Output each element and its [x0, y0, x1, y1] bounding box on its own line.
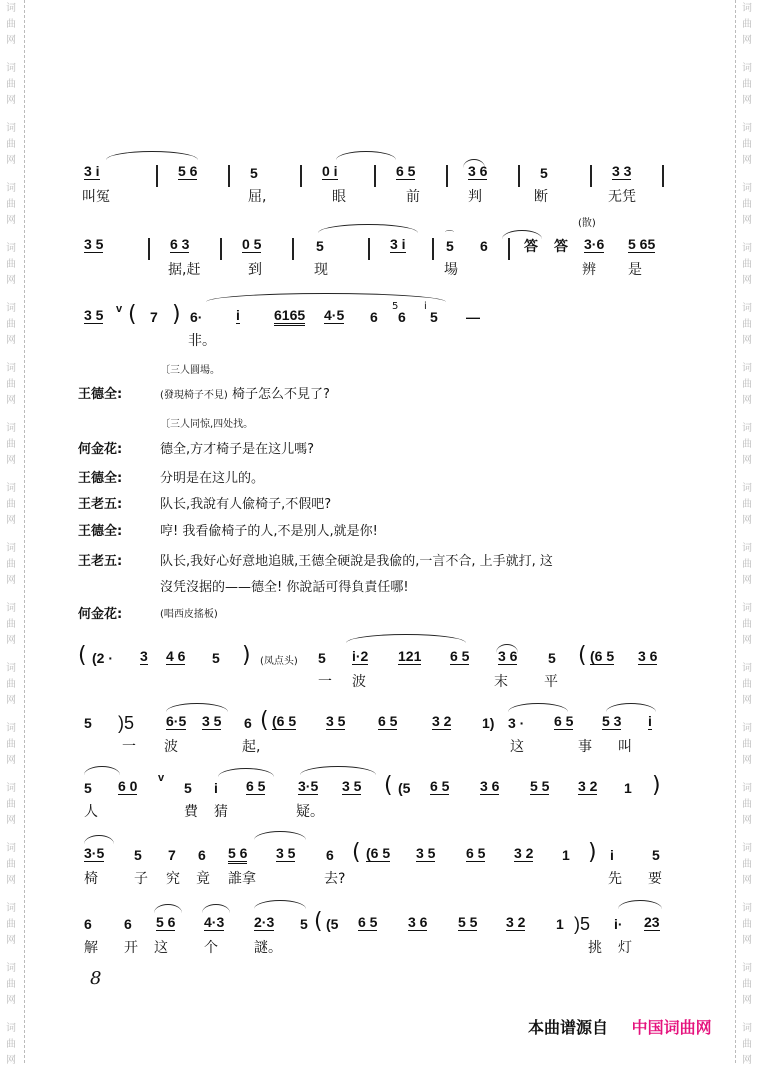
- note: 3·6: [584, 236, 605, 252]
- note: 6: [398, 309, 406, 325]
- watermark-char: 曲: [742, 979, 752, 990]
- note: 3 3: [612, 163, 632, 179]
- score2-row-1: ( (2 · 3 4 6 5 ) (凤点头) 5 i·2 121 6 5 3 6 5 ( (6 5 3 6 一 波 末 平: [78, 648, 678, 708]
- watermark-char: 曲: [6, 139, 16, 150]
- watermark-char: 网: [742, 35, 752, 46]
- watermark-char: 曲: [742, 919, 752, 930]
- watermark-char: 网: [6, 35, 16, 46]
- watermark-char: 网: [6, 455, 16, 466]
- watermark-char: 词: [6, 843, 16, 854]
- watermark-char: 网: [742, 755, 752, 766]
- note: 6 5: [396, 163, 416, 179]
- speaker: 王老五:: [78, 554, 123, 569]
- score2-row-2: 5 )5 6·5 3 5 6 ( (6 5 3 5 6 5 3 2 1) 3 · 6 5 5 3 i 一 波 起, 这 事 叫: [78, 713, 678, 773]
- watermark-char: 网: [742, 635, 752, 646]
- watermark-char: 词: [6, 243, 16, 254]
- watermark-char: 曲: [742, 859, 752, 870]
- note: 3 6: [468, 163, 488, 179]
- watermark-char: 曲: [6, 319, 16, 330]
- watermark-char: 网: [6, 635, 16, 646]
- watermark-char: 网: [742, 815, 752, 826]
- watermark-char: 网: [6, 515, 16, 526]
- watermark-char: 曲: [742, 739, 752, 750]
- watermark-char: 曲: [6, 379, 16, 390]
- right-watermark-strip: [735, 0, 760, 1066]
- speaker: 何金花:: [78, 442, 123, 457]
- watermark-char: 曲: [6, 1039, 16, 1050]
- watermark-char: 词: [6, 483, 16, 494]
- watermark-char: 曲: [6, 79, 16, 90]
- watermark-char: 词: [6, 963, 16, 974]
- watermark-char: 网: [742, 515, 752, 526]
- watermark-char: 网: [742, 575, 752, 586]
- watermark-char: 曲: [6, 499, 16, 510]
- watermark-char: 网: [6, 875, 16, 886]
- note: 0 5: [242, 236, 262, 252]
- watermark-char: 曲: [742, 439, 752, 450]
- lyric: 前: [406, 189, 420, 205]
- note: 5: [250, 165, 258, 181]
- watermark-char: 网: [742, 995, 752, 1006]
- watermark-char: 曲: [742, 79, 752, 90]
- watermark-char: 词: [742, 423, 752, 434]
- watermark-char: 曲: [742, 799, 752, 810]
- watermark-char: 网: [6, 755, 16, 766]
- watermark-char: 词: [742, 3, 752, 14]
- watermark-char: 网: [6, 995, 16, 1006]
- lyric: 现: [314, 262, 328, 278]
- page-number: 8: [90, 968, 102, 989]
- watermark-char: 网: [742, 155, 752, 166]
- watermark-char: 曲: [742, 559, 752, 570]
- watermark-char: 词: [742, 963, 752, 974]
- watermark-char: 曲: [6, 199, 16, 210]
- note: 3 5: [84, 307, 104, 323]
- watermark-char: 网: [742, 1055, 752, 1066]
- watermark-char: 网: [742, 395, 752, 406]
- watermark-char: 词: [6, 723, 16, 734]
- lyric: 場: [444, 262, 458, 278]
- watermark-char: 网: [742, 455, 752, 466]
- watermark-char: 网: [6, 395, 16, 406]
- watermark-char: 词: [742, 483, 752, 494]
- watermark-char: 曲: [6, 919, 16, 930]
- watermark-char: 曲: [6, 559, 16, 570]
- watermark-char: 网: [742, 695, 752, 706]
- note: 6: [480, 238, 488, 254]
- watermark-char: 词: [6, 303, 16, 314]
- note: 3 i: [84, 163, 100, 179]
- watermark-char: 词: [742, 543, 752, 554]
- lyric: 判: [468, 189, 482, 205]
- breath-mark: v: [116, 303, 123, 315]
- lyric: 辨: [582, 262, 596, 278]
- watermark-char: 网: [742, 215, 752, 226]
- watermark-char: 网: [6, 695, 16, 706]
- watermark-char: 网: [6, 275, 16, 286]
- watermark-char: 词: [6, 603, 16, 614]
- lyric: 据,赶: [168, 262, 201, 278]
- watermark-char: 词: [742, 1023, 752, 1034]
- watermark-char: 网: [742, 875, 752, 886]
- note: 7: [150, 309, 158, 325]
- note: 3 i: [390, 236, 406, 252]
- watermark-char: 词: [742, 303, 752, 314]
- watermark-char: 曲: [742, 319, 752, 330]
- score2-row-3: 5 6 0 v 5 i 6 5 3·5 3 5 ( (5 6 5 3 6 5 5 3 2 1 ) 人 費 猜 疑。: [78, 778, 678, 838]
- watermark-char: 曲: [6, 859, 16, 870]
- watermark-char: 网: [742, 335, 752, 346]
- tempo-annotation: (散): [578, 218, 596, 229]
- note: —: [466, 309, 480, 325]
- watermark-char: 词: [6, 363, 16, 374]
- watermark-char: 词: [6, 543, 16, 554]
- note: 6·: [190, 309, 203, 325]
- watermark-char: 词: [6, 183, 16, 194]
- note: 6 3: [170, 236, 190, 252]
- watermark-char: 曲: [742, 199, 752, 210]
- lyric: 眼: [332, 189, 346, 205]
- watermark-char: 网: [742, 935, 752, 946]
- watermark-char: 曲: [6, 679, 16, 690]
- note: 3 5: [84, 236, 104, 252]
- watermark-char: 曲: [742, 19, 752, 30]
- note: 5: [540, 165, 548, 181]
- score-row-2: (散) 3 5 6 3 0 5 5 3 i ⌒ 5 6 答 答 3·6 5 65 据,赶 到 现 場 辨 是: [78, 236, 678, 296]
- watermark-char: 曲: [6, 739, 16, 750]
- note: 5: [446, 238, 454, 254]
- watermark-char: 词: [742, 903, 752, 914]
- lyric: 无凭: [608, 189, 636, 205]
- watermark-char: 曲: [6, 439, 16, 450]
- score2-row-5: 6 6 5 6 4·3 2·3 5 ( (5 6 5 3 6 5 5 3 2 1 )5 i· 23 解 开 这 个 謎。 挑 灯: [78, 914, 678, 974]
- watermark-char: 词: [742, 603, 752, 614]
- watermark-char: 网: [6, 815, 16, 826]
- watermark-char: 词: [6, 903, 16, 914]
- watermark-char: 词: [6, 3, 16, 14]
- watermark-char: 词: [742, 363, 752, 374]
- note: 4·5: [324, 307, 345, 323]
- speaker: 王德全:: [78, 524, 123, 539]
- watermark-char: 词: [6, 1023, 16, 1034]
- watermark-char: 词: [742, 243, 752, 254]
- watermark-char: 网: [6, 1055, 16, 1066]
- speaker: 王德全:: [78, 387, 123, 402]
- watermark-char: 网: [742, 275, 752, 286]
- speaker: 何金花:: [78, 607, 123, 622]
- watermark-char: 词: [742, 843, 752, 854]
- lyric: 断: [534, 189, 548, 205]
- lyric: 非。: [188, 333, 216, 349]
- watermark-char: 网: [6, 935, 16, 946]
- watermark-char: 词: [742, 663, 752, 674]
- watermark-char: 词: [6, 783, 16, 794]
- watermark-char: 词: [6, 63, 16, 74]
- score-row-3: 3 5 v ( 7 ) 6· i 6165 4·5 6 5 6 i 5 — 非。: [78, 307, 678, 367]
- watermark-char: 网: [6, 155, 16, 166]
- note: 答: [524, 238, 538, 254]
- lyric: 到: [248, 262, 262, 278]
- watermark-char: 网: [6, 575, 16, 586]
- note: 5 6: [178, 163, 198, 179]
- watermark-char: 曲: [742, 679, 752, 690]
- note: 6165: [274, 307, 305, 326]
- note: 0 i: [322, 163, 338, 179]
- watermark-char: 曲: [6, 979, 16, 990]
- score2-row-4: 3·5 5 7 6 5 6 3 5 6 ( (6 5 3 5 6 5 3 2 1 ) i 5 椅 子 究 竟 誰拿 去? 先 要: [78, 845, 678, 905]
- watermark-char: 曲: [6, 259, 16, 270]
- watermark-char: 网: [6, 335, 16, 346]
- note: 5 65: [628, 236, 656, 252]
- watermark-char: 曲: [742, 139, 752, 150]
- source-label: 本曲谱源自: [528, 1018, 609, 1037]
- note: 5: [316, 238, 324, 254]
- note: 6: [370, 309, 378, 325]
- note: 答: [554, 238, 568, 254]
- watermark-char: 网: [6, 95, 16, 106]
- watermark-char: 词: [6, 423, 16, 434]
- brand-link[interactable]: 中国词曲网: [631, 1018, 712, 1037]
- watermark-char: 网: [6, 215, 16, 226]
- note: 5: [430, 309, 438, 325]
- left-watermark-strip: [0, 0, 25, 1066]
- watermark-char: 曲: [742, 619, 752, 630]
- watermark-char: 曲: [6, 799, 16, 810]
- watermark-char: 曲: [742, 379, 752, 390]
- watermark-char: 词: [742, 723, 752, 734]
- watermark-char: 词: [742, 183, 752, 194]
- watermark-char: 网: [742, 95, 752, 106]
- note: i: [236, 307, 240, 323]
- lyric: 叫冤: [82, 189, 110, 205]
- watermark-char: 词: [742, 123, 752, 134]
- lyric: 是: [628, 262, 642, 278]
- watermark-char: 词: [6, 123, 16, 134]
- lyric: 屈,: [248, 189, 267, 205]
- source-footer: [528, 1015, 712, 1038]
- watermark-char: 曲: [742, 1039, 752, 1050]
- speaker: 王德全:: [78, 471, 123, 486]
- watermark-char: 词: [6, 663, 16, 674]
- watermark-char: 曲: [742, 259, 752, 270]
- watermark-char: 词: [742, 63, 752, 74]
- watermark-char: 曲: [6, 19, 16, 30]
- speaker: 王老五:: [78, 497, 123, 512]
- watermark-char: 曲: [742, 499, 752, 510]
- watermark-char: 曲: [6, 619, 16, 630]
- watermark-char: 词: [742, 783, 752, 794]
